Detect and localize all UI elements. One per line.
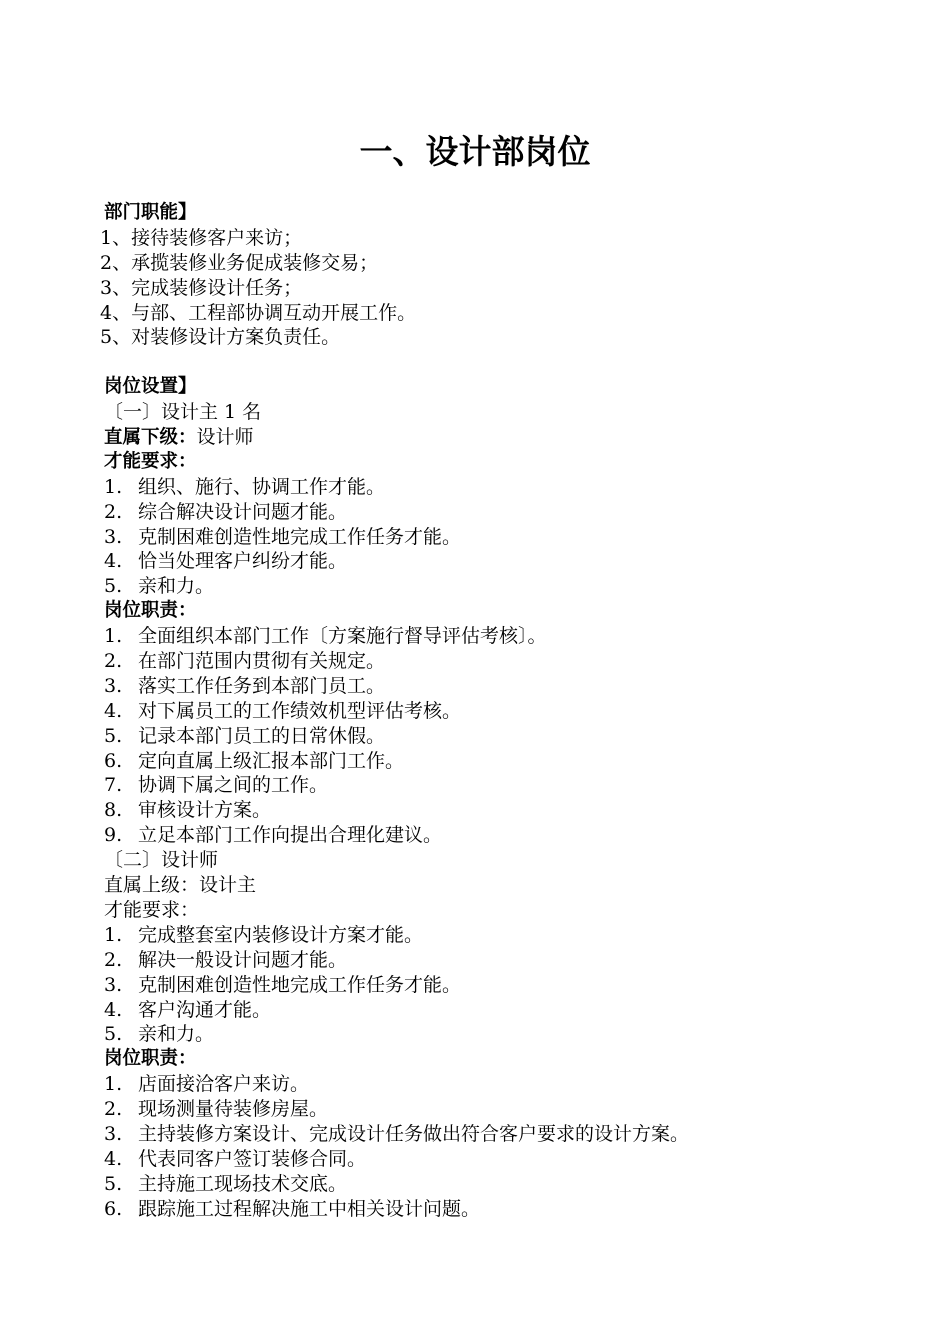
list-item: 5. 主持施工现场技术交底。 — [104, 1172, 348, 1195]
list-item: 3. 主持装修方案设计、完成设计任务做出符合客户要求的设计方案。 — [104, 1122, 690, 1145]
list-item: 2、承揽装修业务促成装修交易； — [100, 251, 379, 274]
chief-ability-list — [104, 475, 904, 599]
list-item: 2. 综合解决设计问题才能。 — [104, 500, 348, 523]
list-item: 3. 克制困难创造性地完成工作任务才能。 — [104, 525, 462, 548]
list-item: 1. 完成整套室内装修设计方案才能。 — [104, 923, 424, 946]
positions-heading: 岗位设置】 — [104, 376, 197, 398]
list-item: 1. 店面接洽客户来访。 — [104, 1073, 310, 1096]
designer-duty-heading: 岗位职责： — [104, 1048, 197, 1070]
list-item: 1. 全面组织本部门工作〔方案施行督导评估考核〕。 — [104, 625, 547, 648]
list-item: 3. 落实工作任务到本部门员工。 — [104, 674, 386, 697]
list-item: 4. 对下属员工的工作绩效机型评估考核。 — [104, 699, 462, 722]
designer-ability-heading: 才能要求： — [104, 898, 200, 921]
chief-subordinate-label: 直属下级： — [104, 427, 197, 449]
list-item: 7. 协调下属之间的工作。 — [104, 774, 329, 797]
list-item: 5. 亲和力。 — [104, 1023, 215, 1046]
list-item: 5、对装修设计方案负责任。 — [100, 326, 341, 349]
list-item: 1. 组织、施行、协调工作才能。 — [104, 475, 386, 498]
list-item: 2. 解决一般设计问题才能。 — [104, 948, 348, 971]
chief-ability-heading: 才能要求： — [104, 450, 197, 472]
list-item: 2. 现场测量待装修房屋。 — [104, 1098, 329, 1121]
dept-function-heading: 部门职能】 — [104, 202, 197, 223]
list-item: 3、完成装修设计任务； — [100, 276, 303, 299]
designer-duty-list — [104, 1072, 904, 1221]
chief-subordinate — [104, 425, 904, 450]
list-item: 3. 克制困难创造性地完成工作任务才能。 — [104, 973, 462, 996]
list-item: 6. 定向直属上级汇报本部门工作。 — [104, 749, 405, 772]
list-item: 4. 恰当处理客户纠纷才能。 — [104, 550, 348, 573]
list-item: 4. 代表同客户签订装修合同。 — [104, 1147, 367, 1170]
list-item: 4. 客户沟通才能。 — [104, 998, 272, 1021]
list-item: 5. 亲和力。 — [104, 575, 215, 598]
designer-ability-list — [104, 923, 904, 1047]
chief-subordinate-value: 设计师 — [196, 426, 254, 449]
designer-position-label: 〔二〕设计师 — [104, 849, 219, 872]
list-item: 2. 在部门范围内贯彻有关规定。 — [104, 650, 386, 673]
list-item: 8. 审核设计方案。 — [104, 799, 272, 822]
list-item: 6. 跟踪施工过程解决施工中相关设计问题。 — [104, 1197, 481, 1220]
page-title: 一、设计部岗位 — [359, 132, 591, 171]
chief-duty-heading: 岗位职责： — [104, 600, 197, 622]
list-item: 1、接待装修客户来访； — [100, 226, 303, 249]
list-item: 4、与部、工程部协调互动开展工作。 — [100, 301, 417, 324]
spacer — [104, 350, 904, 375]
chief-position-label: 〔一〕设计主 1 名 — [104, 401, 262, 424]
document-body — [100, 201, 904, 1222]
list-item: 5. 记录本部门员工的日常休假。 — [104, 724, 386, 747]
chief-duty-list — [104, 624, 904, 848]
dept-function-list — [100, 226, 904, 350]
designer-superior: 直属上级：设计主 — [104, 874, 257, 897]
list-item: 9. 立足本部门工作向提出合理化建议。 — [104, 824, 443, 847]
